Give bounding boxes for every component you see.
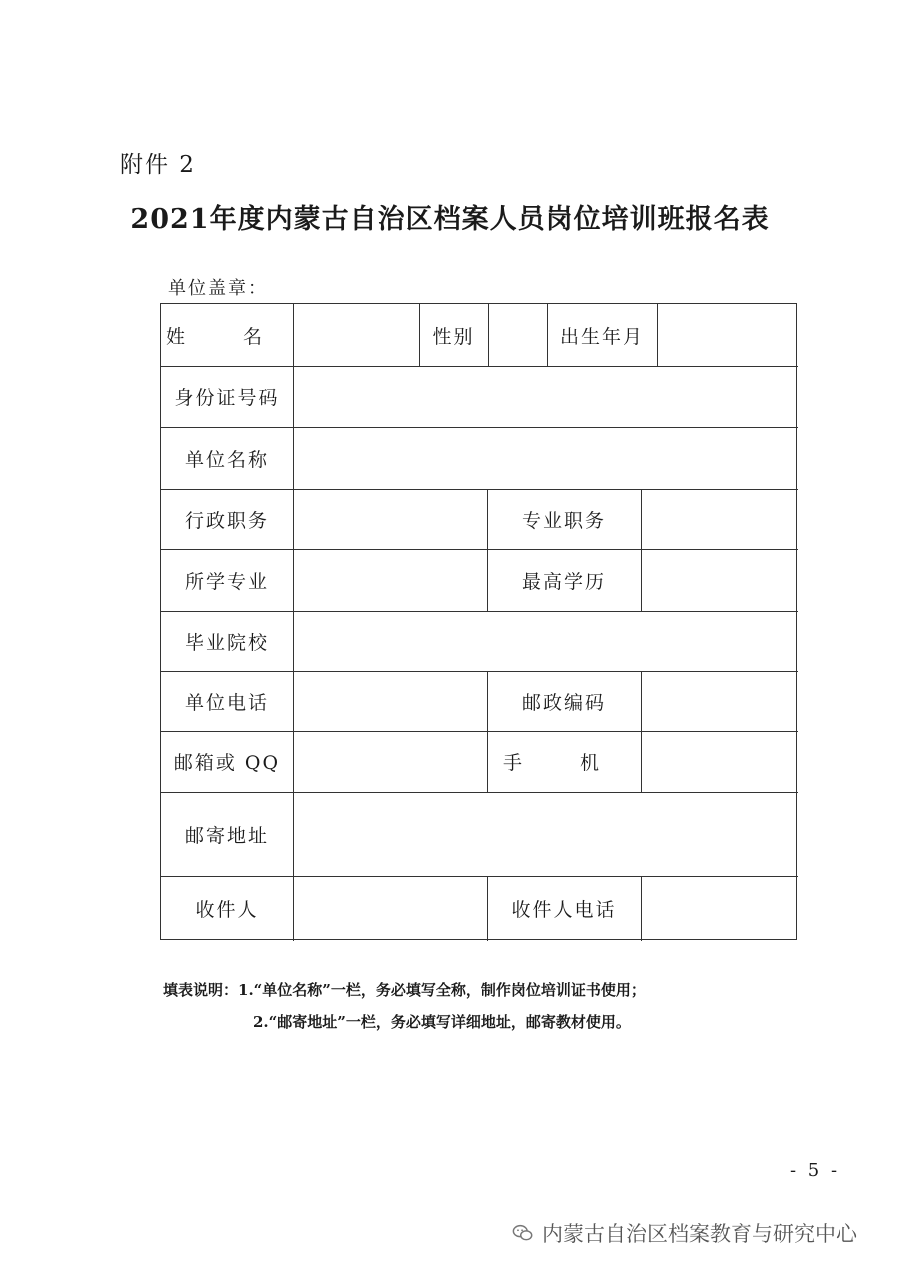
registration-form [160,303,797,940]
label-admin-title: 行政职务 [184,509,269,532]
label-recipient-phone: 收件人电话 [511,899,617,921]
label-recipient: 收件人 [195,899,259,921]
watermark-text: 内蒙古自治区档案教育与研究中心 [542,1222,857,1246]
label-address: 邮寄地址 [184,824,269,847]
instruction-line-2: 2.“邮寄地址”一栏，务必填写详细地址，邮寄教材使用。 [253,1013,631,1031]
label-school: 毕业院校 [184,631,269,654]
label-name: 姓 名 [165,325,289,348]
attachment-label: 附件 2 [120,152,196,178]
label-gender: 性别 [432,325,475,348]
wechat-icon [512,1222,534,1244]
label-pro-title: 专业职务 [521,509,606,532]
label-org-phone: 单位电话 [184,691,269,714]
page-number: - 5 - [790,1160,841,1181]
form-title: 2021年度内蒙古自治区档案人员岗位培训班报名表 [130,204,770,235]
label-id-number: 身份证号码 [174,387,280,409]
instruction-line-1: 填表说明：1.“单位名称”一栏，务必填写全称，制作岗位培训证书使用； [163,981,646,999]
label-email-qq: 邮箱或 QQ [173,752,281,774]
seal-label: 单位盖章： [168,278,268,299]
label-education: 最高学历 [521,570,606,593]
label-major: 所学专业 [184,570,269,593]
label-org-name: 单位名称 [184,448,269,471]
fill-instructions [163,974,646,1038]
label-postcode: 邮政编码 [521,691,606,714]
label-birth: 出生年月 [559,325,644,348]
label-mobile: 手 机 [502,752,626,774]
wechat-watermark [512,1218,857,1248]
